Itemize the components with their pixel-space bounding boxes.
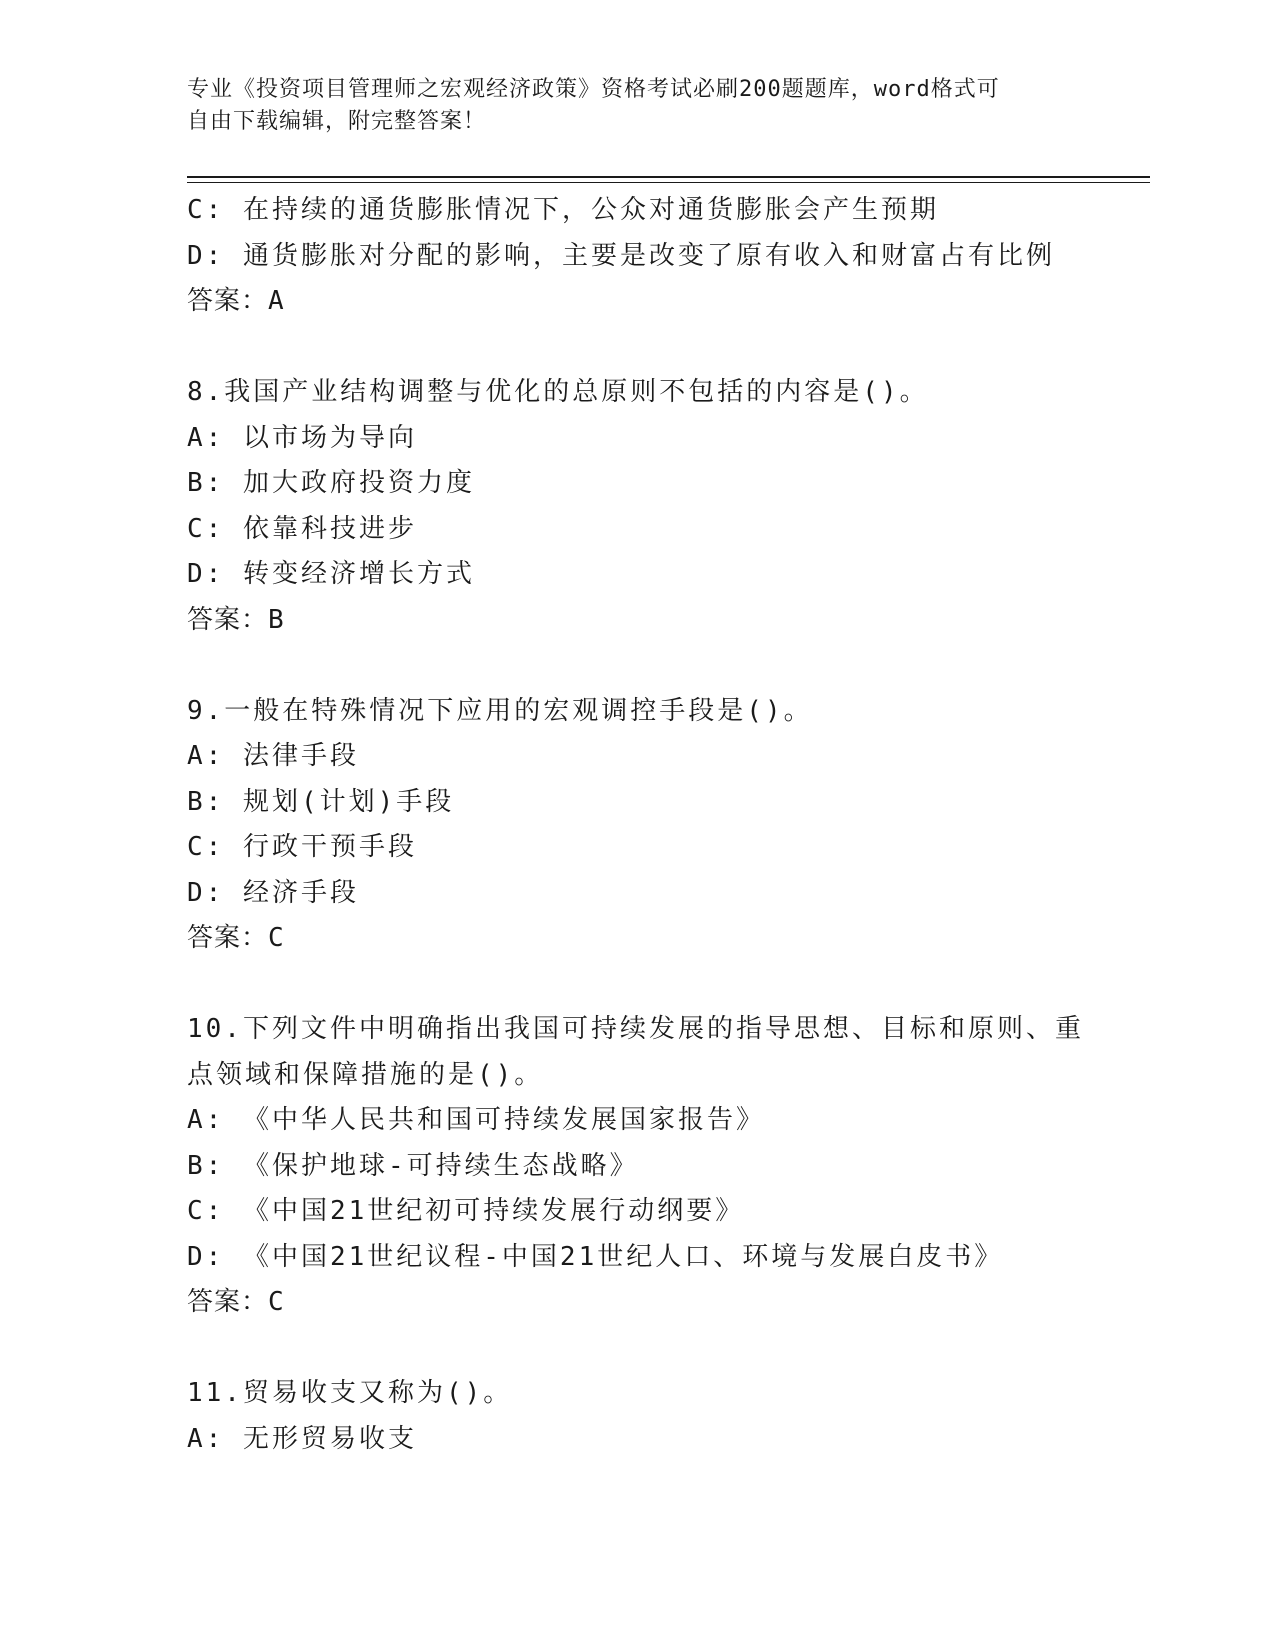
- question-block-9: [187, 689, 1087, 962]
- option-b: B: 《保护地球-可持续生态战略》: [187, 1150, 639, 1181]
- option-a: A: 《中华人民共和国可持续发展国家报告》: [187, 1105, 765, 1135]
- header-line-1: 专业《投资项目管理师之宏观经济政策》资格考试必刷200题题库，word格式可: [187, 77, 1000, 102]
- question-block-11: [187, 1371, 1087, 1462]
- header-line-2: 自由下载编辑，附完整答案！: [187, 109, 487, 134]
- question-stem-line-1: 10.下列文件中明确指出我国可持续发展的指导思想、目标和原则、重: [187, 1014, 1084, 1044]
- answer-line: 答案：B: [187, 604, 285, 635]
- document-header: [187, 74, 1067, 138]
- option-c: C: 在持续的通货膨胀情况下，公众对通货膨胀会产生预期: [187, 195, 939, 225]
- question-list: [187, 188, 1087, 1462]
- header-divider-thin: [187, 182, 1150, 183]
- option-c: C: 《中国21世纪初可持续发展行动纲要》: [187, 1196, 745, 1226]
- spacer: [187, 962, 1087, 1008]
- question-stem: 9.一般在特殊情况下应用的宏观调控手段是()。: [187, 695, 813, 726]
- option-d: D: 《中国21世纪议程-中国21世纪人口、环境与发展白皮书》: [187, 1241, 1004, 1272]
- question-stem-line-2: 点领域和保障措施的是()。: [187, 1059, 544, 1090]
- spacer: [187, 643, 1087, 689]
- option-b: B: 规划(计划)手段: [187, 786, 455, 817]
- option-a: A: 无形贸易收支: [187, 1423, 417, 1454]
- option-b: B: 加大政府投资力度: [187, 468, 475, 498]
- question-block-prev: [187, 188, 1087, 325]
- option-c: C: 行政干预手段: [187, 832, 417, 862]
- spacer: [187, 325, 1087, 371]
- option-a: A: 以市场为导向: [187, 422, 417, 453]
- answer-line: 答案：C: [187, 923, 285, 953]
- option-d: D: 转变经济增长方式: [187, 559, 475, 589]
- option-d: D: 通货膨胀对分配的影响，主要是改变了原有收入和财富占有比例: [187, 240, 1055, 271]
- spacer: [187, 1326, 1087, 1372]
- option-d: D: 经济手段: [187, 877, 359, 908]
- answer-line: 答案：C: [187, 1287, 285, 1317]
- question-block-8: [187, 370, 1087, 643]
- question-stem: 8.我国产业结构调整与优化的总原则不包括的内容是()。: [187, 377, 929, 407]
- header-divider-thick: [187, 176, 1150, 178]
- option-a: A: 法律手段: [187, 741, 359, 771]
- answer-line: 答案：A: [187, 286, 285, 316]
- question-stem: 11.贸易收支又称为()。: [187, 1378, 513, 1408]
- option-c: C: 依靠科技进步: [187, 513, 417, 544]
- question-block-10: [187, 1007, 1087, 1326]
